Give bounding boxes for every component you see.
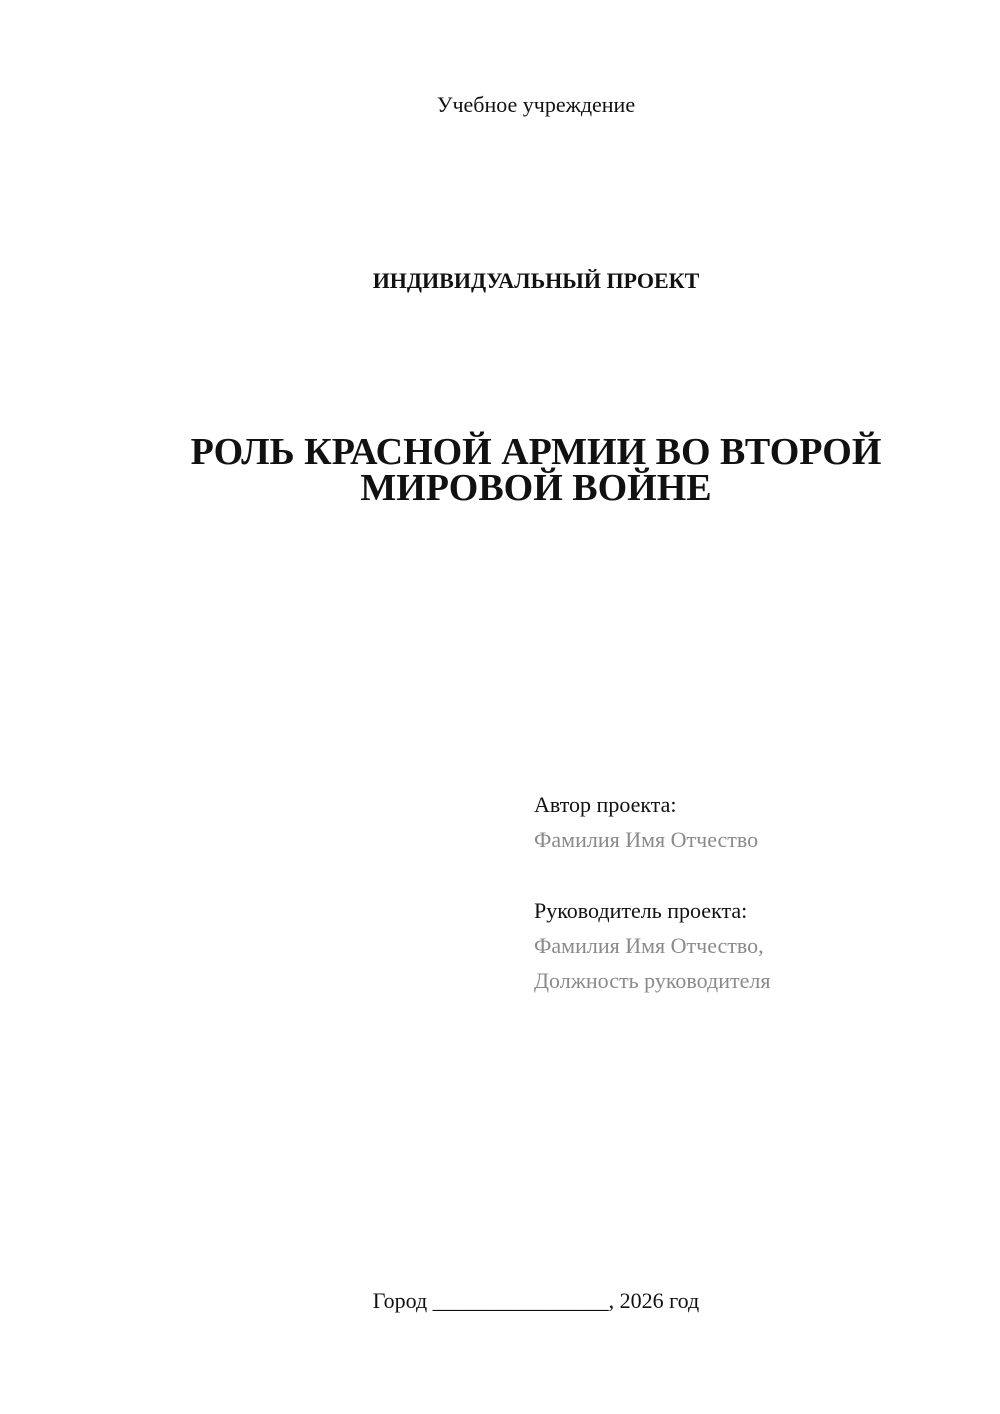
project-title-line-2: МИРОВОЙ ВОЙНЕ	[360, 467, 712, 509]
document-type: ИНДИВИДУАЛЬНЫЙ ПРОЕКТ	[372, 268, 700, 293]
author-block	[534, 787, 758, 857]
supervisor-label: Руководитель проекта:	[534, 898, 748, 923]
institution-name: Учебное учреждение	[436, 92, 636, 117]
project-title	[0, 431, 1000, 509]
supervisor-name: Фамилия Имя Отчество,	[534, 933, 764, 958]
project-title-line-1: РОЛЬ КРАСНОЙ АРМИИ ВО ВТОРОЙ	[190, 431, 882, 473]
supervisor-block	[534, 893, 770, 998]
author-name: Фамилия Имя Отчество	[534, 827, 759, 852]
author-label: Автор проекта:	[534, 792, 677, 817]
supervisor-position: Должность руководителя	[534, 968, 771, 993]
city-year-line: Город ________________, 2026 год	[372, 1288, 700, 1313]
